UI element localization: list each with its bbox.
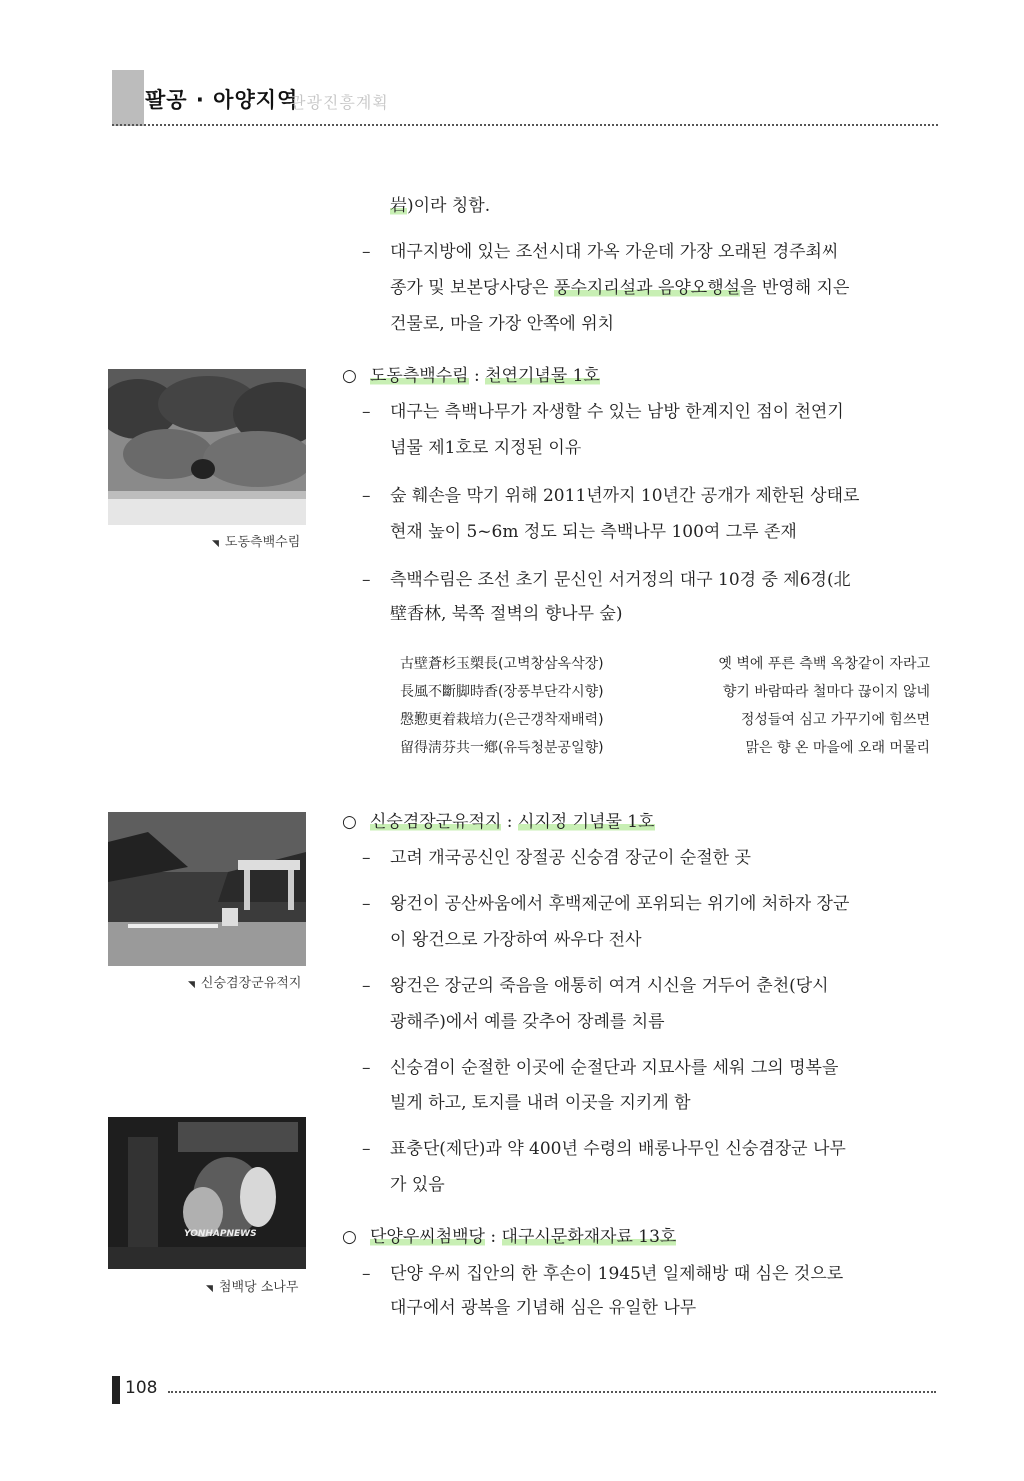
photo-caption: ◥ 신숭겸장군유적지 bbox=[188, 976, 302, 991]
paragraph-line: 광해주)에서 예를 갖추어 장례를 치름 bbox=[390, 1012, 665, 1032]
paragraph-line: 건물로, 마을 가장 안쪽에 위치 bbox=[390, 314, 615, 334]
section-title: 도동측백수림 : 천연기념물 1호 bbox=[370, 366, 600, 386]
poem-translation bbox=[640, 650, 930, 762]
header-divider bbox=[112, 124, 938, 126]
poem-line: 古壁蒼杉玉槊長(고벽창삼옥삭장) bbox=[400, 656, 604, 672]
poem-line: 長風不斷脚時香(장풍부단각시향) bbox=[400, 684, 604, 700]
header-accent-bar bbox=[112, 70, 144, 126]
poem-line: 옛 벽에 푸른 측백 옥창같이 자라고 bbox=[718, 656, 930, 672]
section-title: 단양우씨첨백당 : 대구시문화재자료 13호 bbox=[370, 1227, 677, 1247]
photo-caption: ◥ 도동측백수림 bbox=[212, 535, 301, 550]
section-bullet: ○ bbox=[342, 366, 357, 386]
footer-divider bbox=[168, 1391, 936, 1393]
footer-accent-bar bbox=[112, 1376, 120, 1404]
paragraph-line: 대구에서 광복을 기념해 심은 유일한 나무 bbox=[390, 1298, 697, 1318]
paragraph-line: 왕건이 공산싸움에서 후백제군에 포위되는 위기에 처하자 장군 bbox=[390, 894, 850, 914]
section-bullet: ○ bbox=[342, 812, 357, 832]
paragraph-line: 념물 제1호로 지정된 이유 bbox=[390, 438, 582, 458]
paragraph-line: 측백수림은 조선 초기 문신인 서거정의 대구 10경 중 제6경(北 bbox=[390, 570, 851, 590]
paragraph-line: 왕건은 장군의 죽음을 애통히 여겨 시신을 거두어 춘천(당시 bbox=[390, 976, 829, 996]
poem-line: 맑은 향 온 마을에 오래 머물리 bbox=[745, 740, 930, 756]
paragraph-line: 현재 높이 5~6m 정도 되는 측백나무 100여 그루 존재 bbox=[390, 522, 797, 542]
header-subtitle: 관광진흥계획 bbox=[290, 93, 389, 112]
dash-marker: – bbox=[362, 1139, 371, 1159]
poem-line: 정성들여 심고 가꾸기에 힘쓰면 bbox=[740, 712, 930, 728]
header-title: 팔공 · 아양지역 bbox=[145, 88, 299, 112]
photo-cheombaekdang-pine bbox=[108, 1117, 306, 1269]
intro-line: 岩)이라 칭함. bbox=[390, 196, 491, 216]
poem-line: 慇懃更着栽培力(은근갱착재배력) bbox=[400, 712, 604, 728]
dash-marker: – bbox=[362, 402, 371, 422]
section-title: 신숭겸장군유적지 : 시지정 기념물 1호 bbox=[370, 812, 655, 832]
poem-original bbox=[400, 650, 604, 762]
paragraph-line: 숲 훼손을 막기 위해 2011년까지 10년간 공개가 제한된 상태로 bbox=[390, 486, 860, 506]
dash-marker: – bbox=[362, 1264, 371, 1284]
poem-line: 留得淸芬共一鄕(유득청분공일향) bbox=[400, 740, 604, 756]
photo-watermark: YONHAPNEWS bbox=[184, 1229, 257, 1239]
poem-line: 향기 바람따라 철마다 끊이지 않네 bbox=[722, 684, 930, 700]
section-bullet: ○ bbox=[342, 1227, 357, 1247]
dash-marker: – bbox=[362, 894, 371, 914]
photo-shinsunggyeom-site bbox=[108, 812, 306, 966]
paragraph-line: 壁香林, 북쪽 절벽의 향나무 숲) bbox=[390, 604, 623, 624]
paragraph-line: 종가 및 보본당사당은 풍수지리설과 음양오행설을 반영해 지은 bbox=[390, 278, 850, 298]
page-number: 108 bbox=[125, 1378, 158, 1398]
dash-marker: – bbox=[362, 242, 371, 262]
paragraph-line: 가 있음 bbox=[390, 1175, 445, 1195]
dash-marker: – bbox=[362, 976, 371, 996]
paragraph-line: 이 왕건으로 가장하여 싸우다 전사 bbox=[390, 930, 642, 950]
dash-marker: – bbox=[362, 570, 371, 590]
paragraph-line: 빌게 하고, 토지를 내려 이곳을 지키게 함 bbox=[390, 1093, 691, 1113]
paragraph-line: 대구는 측백나무가 자생할 수 있는 남방 한계지인 점이 천연기 bbox=[390, 402, 844, 422]
dash-marker: – bbox=[362, 486, 371, 506]
paragraph-line: 단양 우씨 집안의 한 후손이 1945년 일제해방 때 심은 것으로 bbox=[390, 1264, 844, 1284]
paragraph-line: 표충단(제단)과 약 400년 수령의 배롱나무인 신숭겸장군 나무 bbox=[390, 1139, 846, 1159]
photo-dodong-forest bbox=[108, 369, 306, 525]
paragraph-line: 신숭겸이 순절한 이곳에 순절단과 지묘사를 세워 그의 명복을 bbox=[390, 1058, 839, 1078]
paragraph-line: 고려 개국공신인 장절공 신숭겸 장군이 순절한 곳 bbox=[390, 848, 751, 868]
paragraph-line: 대구지방에 있는 조선시대 가옥 가운데 가장 오래된 경주최씨 bbox=[390, 242, 839, 262]
dash-marker: – bbox=[362, 848, 371, 868]
photo-caption: ◥ 첨백당 소나무 bbox=[206, 1280, 299, 1295]
dash-marker: – bbox=[362, 1058, 371, 1078]
